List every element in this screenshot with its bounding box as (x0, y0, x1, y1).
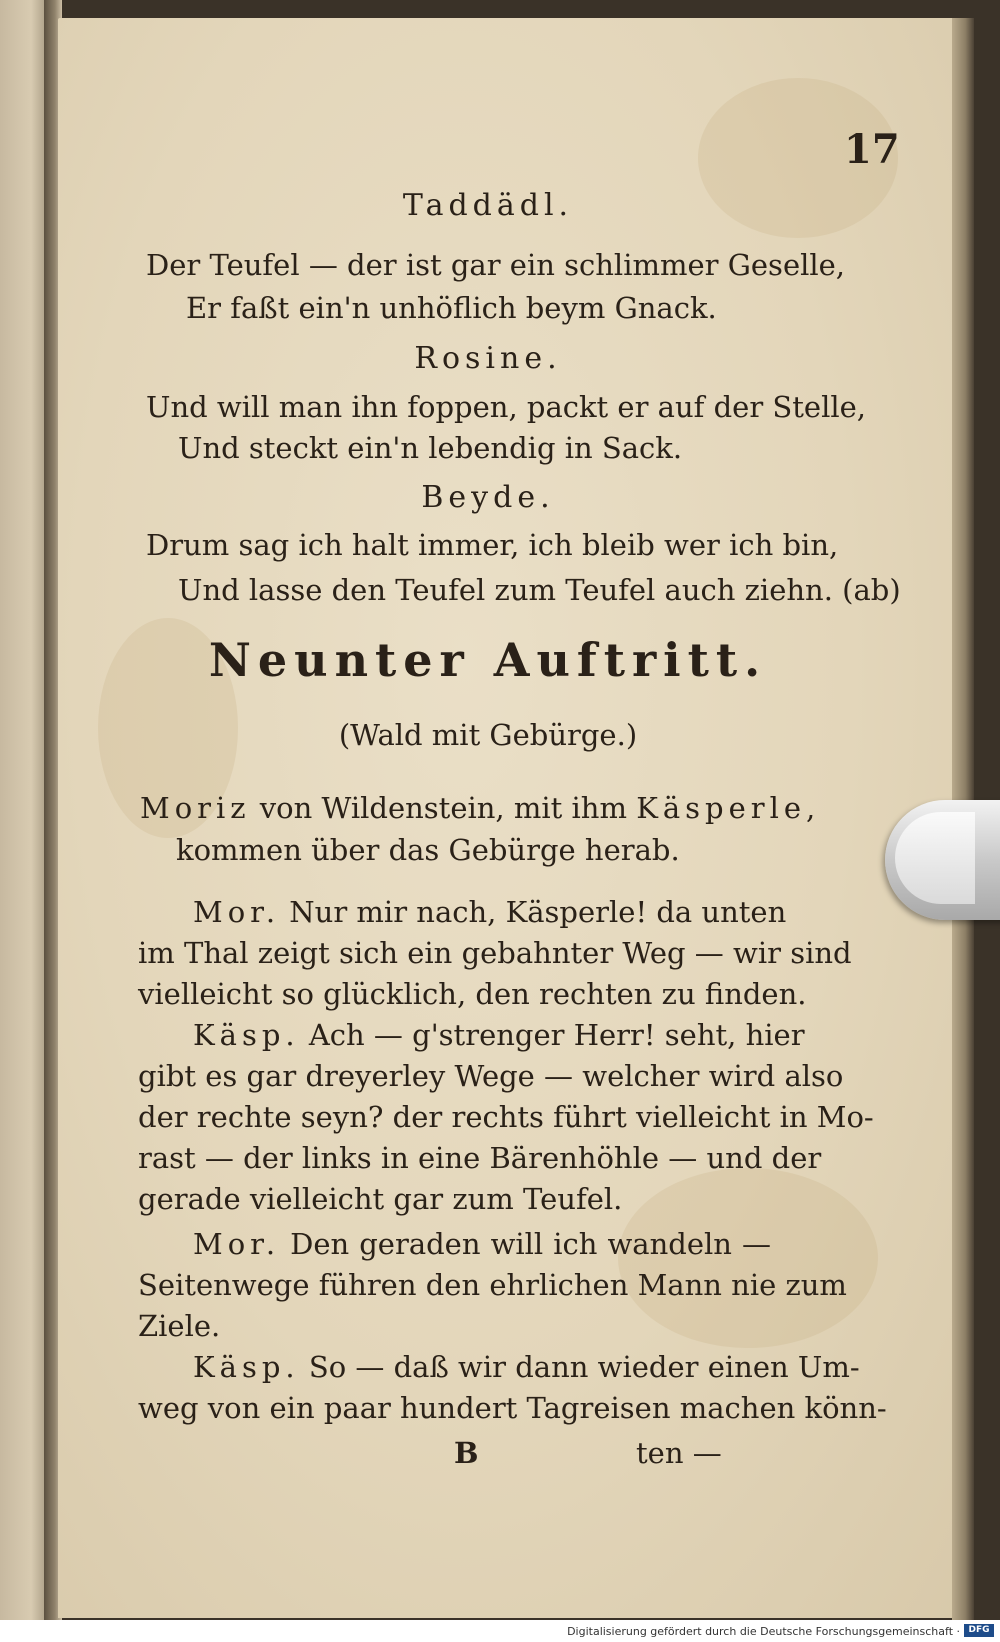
speaker-abbrev: Mor. (193, 1227, 281, 1261)
dialogue-line: Seitenwege führen den ehrlichen Mann nie zum (138, 1268, 847, 1302)
footer-bar (0, 1620, 1000, 1642)
dialogue-line (193, 895, 787, 929)
verse-line: Der Teufel — der ist gar ein schlimmer Geselle, (146, 248, 846, 282)
catchword: ten — (636, 1436, 722, 1470)
speaker-abbrev: Käsp. (193, 1350, 300, 1384)
speaker-abbrev: Mor. (193, 895, 281, 929)
dialogue-line: gibt es gar dreyerley Wege — welcher wird also (138, 1059, 844, 1093)
dialogue-line: im Thal zeigt sich ein gebahnter Weg — wir sind (138, 936, 852, 970)
dialogue-line (193, 1227, 771, 1261)
dialogue-line: rast — der links in eine Bärenhöhle — und der (138, 1141, 822, 1175)
dialogue-line: weg von ein paar hundert Tagreisen machen könn- (138, 1391, 887, 1425)
signature-mark: B (454, 1436, 479, 1470)
scene-heading: Neunter Auftritt. (208, 633, 768, 687)
dialogue-line: vielleicht so glücklich, den rechten zu finden. (138, 977, 807, 1011)
page-number: 17 (844, 126, 900, 173)
speaker-heading: Taddädl. (402, 188, 574, 223)
stage-setting: (Wald mit Gebürge.) (338, 718, 638, 752)
stage-direction-line (140, 791, 820, 825)
dialogue-line: gerade vielleicht gar zum Teufel. (138, 1182, 623, 1216)
verse-line: Und steckt ein'n lebendig in Sack. (178, 431, 683, 465)
character-name: Moriz (140, 791, 251, 825)
dialogue-line: der rechte seyn? der rechts führt vielleicht in Mo- (138, 1100, 874, 1134)
verse-line: Drum sag ich halt immer, ich bleib wer ich bin, (146, 528, 839, 562)
dialogue-text: So — daß wir dann wieder einen Um- (308, 1350, 860, 1384)
stage-direction-text: von Wildenstein, mit ihm (250, 791, 637, 825)
dialogue-text: Den geraden will ich wandeln — (290, 1227, 771, 1261)
verse-line: Und will man ihn foppen, packt er auf der Stelle, (146, 390, 867, 424)
dialogue-text: Ach — g'strenger Herr! seht, hier (308, 1018, 805, 1052)
speaker-abbrev: Käsp. (193, 1018, 300, 1052)
speaker-heading: Beyde. (421, 480, 555, 515)
dialogue-line: Ziele. (138, 1309, 221, 1343)
speaker-heading: Rosine. (414, 341, 562, 376)
dialogue-text: Nur mir nach, Käsperle! da unten (289, 895, 787, 929)
page-text (58, 18, 960, 1618)
dialogue-line (193, 1018, 805, 1052)
verse-line: Und lasse den Teufel zum Teufel auch ziehn. (ab) (178, 573, 901, 607)
digitization-credit: Digitalisierung gefördert durch die Deutsche Forschungsgemeinschaft · (567, 1625, 960, 1638)
character-name: Käsperle, (636, 791, 821, 825)
stage-direction-line: kommen über das Gebürge herab. (176, 833, 680, 867)
dialogue-line (193, 1350, 860, 1384)
dfg-logo: DFG (964, 1624, 994, 1637)
verse-line: Er faßt ein'n unhöflich beym Gnack. (186, 291, 717, 325)
